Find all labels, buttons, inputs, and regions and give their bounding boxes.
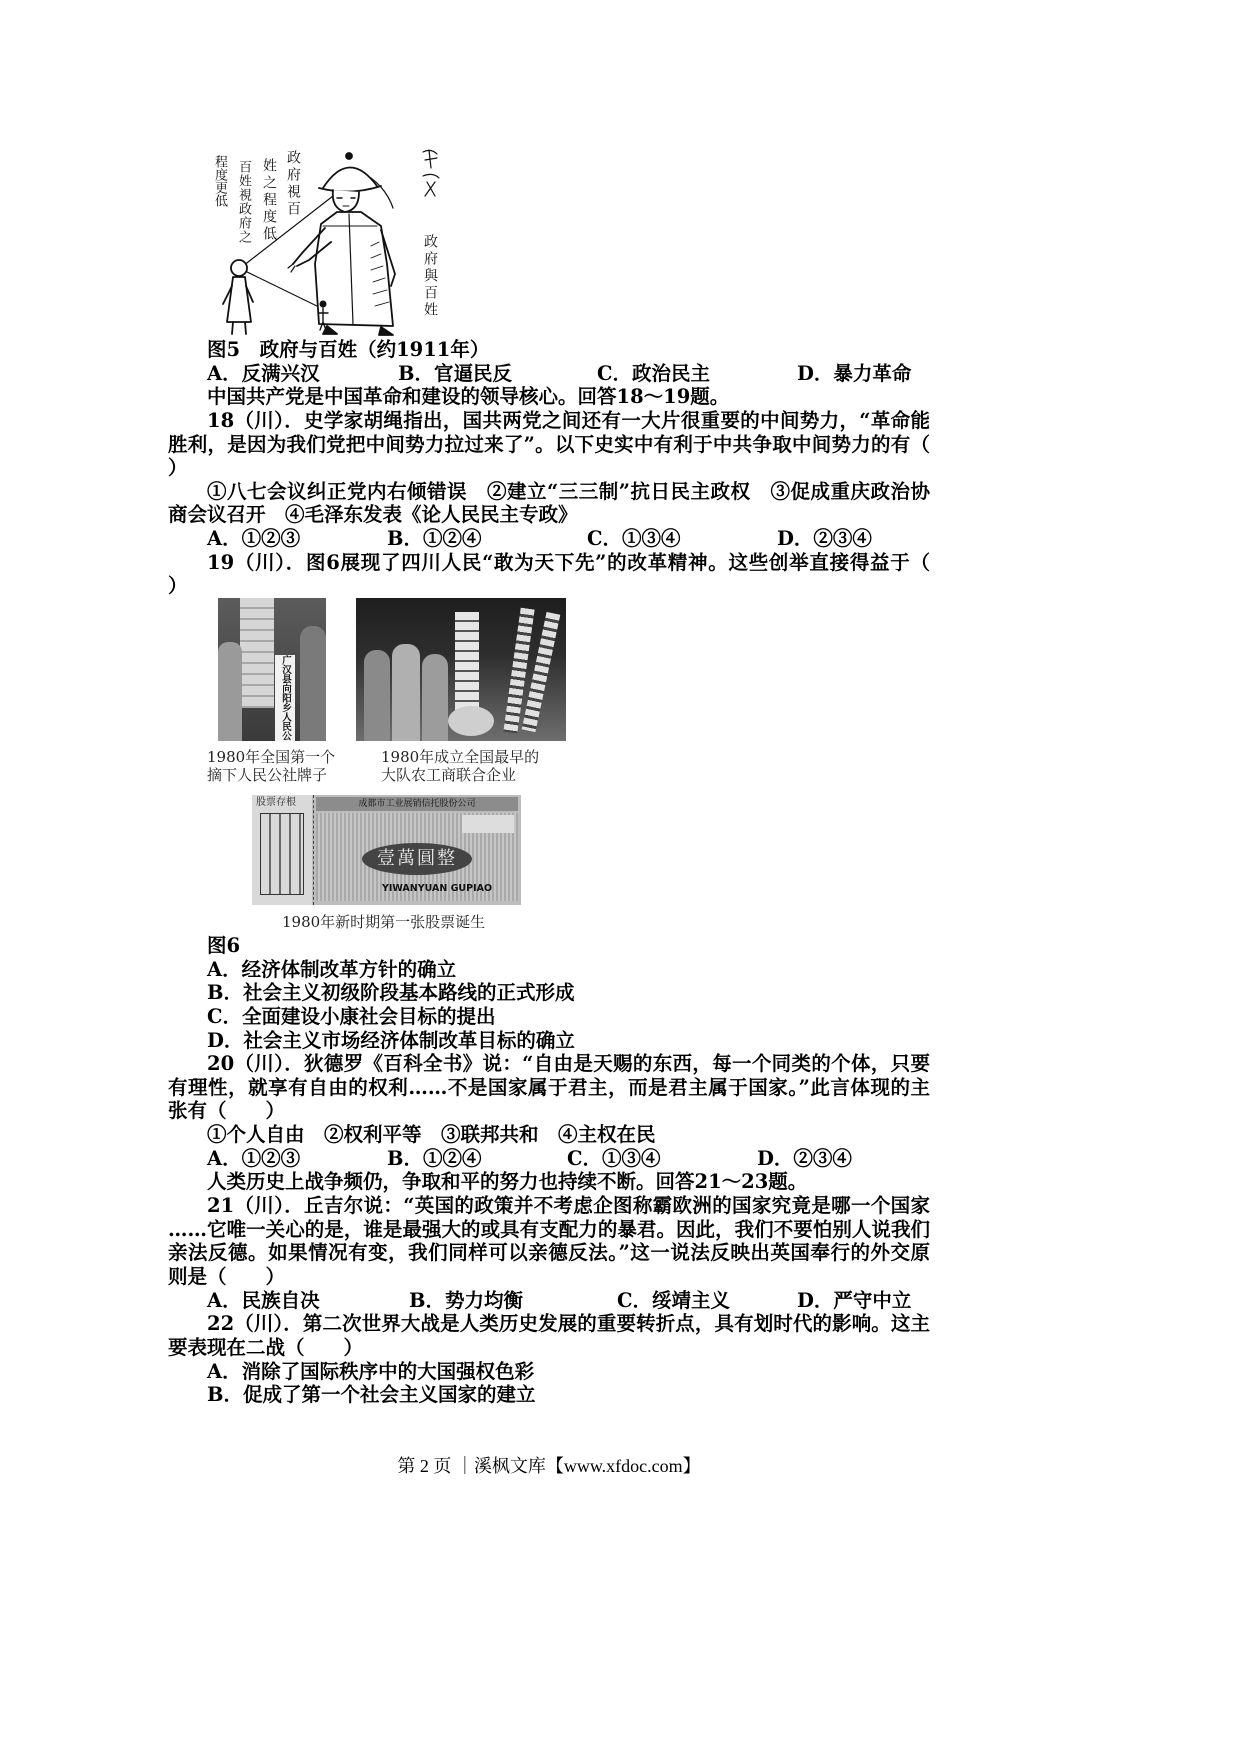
- q19-option-d: D．社会主义市场经济体制改革目标的确立: [207, 1028, 575, 1052]
- q19-stem-line-1: 19（川）．图6展现了四川人民“敢为天下先”的改革精神。这些创举直接得益于（: [207, 550, 930, 574]
- figure-5-caption: 图5 政府与百姓（约1911年）: [207, 338, 490, 361]
- q18-items-line-2: 商会议召开 ④毛泽东发表《论人民民主专政》: [168, 503, 578, 527]
- q20-option-b: B．①②④: [387, 1146, 482, 1170]
- q18-items-line-1: ①八七会议纠正党内右倾错误 ②建立“三三制”抗日民主政权 ③促成重庆政治协: [207, 479, 930, 503]
- photo-stock-certificate: [252, 795, 521, 905]
- q20-options: [168, 1147, 930, 1171]
- q19-stem-line-2: ）: [168, 574, 188, 598]
- q22-stem-line-2: 要表现在二战（ ）: [168, 1335, 364, 1359]
- q18-stem-line-3: ）: [168, 456, 188, 480]
- q18-option-c: C．①③④: [587, 527, 681, 551]
- page-footer: 第 2 页 ｜溪枫文库【www.xfdoc.com】: [397, 1456, 701, 1476]
- q18-options: [168, 527, 930, 551]
- commune-sign-text: 广汉县向阳乡人民公: [280, 655, 291, 741]
- q18-option-b: B．①②④: [387, 527, 482, 551]
- crowd-person-3: [422, 654, 448, 741]
- photo-1-caption-line-1: 1980年全国第一个: [207, 748, 336, 766]
- stock-amount: 壹萬圓整: [362, 843, 472, 875]
- q19-option-a: A．经济体制改革方针的确立: [207, 957, 457, 981]
- q19-option-b: B．社会主义初级阶段基本路线的正式形成: [207, 981, 575, 1005]
- photo-2-caption-line-1: 1980年成立全国最早的: [381, 748, 540, 766]
- figure-6-label: 图6: [207, 934, 241, 957]
- q18-stem-line-2: 胜利，是因为我们党把中间势力拉过来了”。以下史实中有利于中共争取中间势力的有（: [168, 432, 930, 456]
- person-left: [218, 642, 242, 741]
- text-block-2: [168, 934, 930, 1407]
- cartoon-text-column-3: 百姓視政府之: [236, 160, 251, 244]
- q20-items: ①个人自由 ②权利平等 ③联邦共和 ④主权在民: [207, 1123, 656, 1147]
- q20-option-c: C．①③④: [567, 1146, 661, 1170]
- q19-option-c: C．全面建设小康社会目标的提出: [207, 1004, 496, 1028]
- commune-sign: [275, 655, 295, 741]
- q17-option-b: B．官逼民反: [398, 361, 512, 385]
- photo-2-caption-line-2: 大队农工商联合企业: [381, 766, 517, 784]
- cartoon-text-column-2: 姓之程度低: [261, 158, 277, 243]
- perforation-line: [313, 795, 314, 905]
- q20-option-d: D．②③④: [757, 1146, 852, 1170]
- person-right: [300, 626, 326, 741]
- q20-stem-line-3: 张有（ ）: [168, 1099, 286, 1123]
- photo-commune-sign: [218, 598, 326, 741]
- text-block-1: [168, 338, 930, 598]
- photo-1-caption-line-2: 摘下人民公社牌子: [207, 766, 328, 784]
- stock-stub-box: [260, 813, 304, 895]
- stock-number-box: [462, 815, 514, 833]
- stock-stub: [252, 795, 312, 905]
- q21-stem-line-3: 亲法反德。如果情况有变，我们同样可以亲德反法。”这一说法反映出英国奉行的外交原: [168, 1241, 930, 1265]
- stock-issuer: 成都市工业展销信托股份公司: [316, 797, 518, 811]
- q18-option-d: D．②③④: [777, 527, 872, 551]
- photo-enterprise-founding: [356, 598, 566, 741]
- intro-18-19: 中国共产党是中国革命和建设的领导核心。回答18～19题。: [207, 385, 730, 409]
- cartoon-text-column-1: 政府視百: [285, 150, 301, 218]
- large-board: [240, 598, 274, 708]
- q17-options: [168, 362, 930, 386]
- q21-stem-line-2: ……它唯一关心的是，谁是最强大的或具有支配力的暴君。因此，我们不要怕别人说我们: [168, 1217, 930, 1241]
- q21-stem-line-1: 21（川）．丘吉尔说：“英国的政策并不考虑企图称霸欧洲的国家究竟是哪一个国家: [207, 1194, 930, 1218]
- q17-option-d: D．暴力革命: [797, 361, 912, 385]
- intro-21-23: 人类历史上战争频仍，争取和平的努力也持续不断。回答21～23题。: [207, 1170, 808, 1194]
- cartoon-title: 政府與百姓: [422, 234, 438, 319]
- figure-5-cartoon: [205, 146, 450, 340]
- flower-wreath: [448, 706, 494, 736]
- q18-stem-line-1: 18（川）．史学家胡绳指出，国共两党之间还有一大片很重要的中间势力，“革命能: [207, 408, 930, 432]
- q20-option-a: A．①②③: [207, 1146, 301, 1170]
- q21-option-d: D．严守中立: [797, 1288, 912, 1312]
- q18-option-a: A．①②③: [207, 527, 301, 551]
- cartoon-text-column-4: 程度更低: [212, 155, 227, 207]
- q21-options: [168, 1289, 930, 1313]
- q22-option-a: A．消除了国际秩序中的大国强权色彩: [207, 1359, 535, 1383]
- crowd-person-2: [392, 644, 420, 741]
- enterprise-sign: [455, 612, 479, 720]
- stock-stub-label: 股票存根: [256, 797, 296, 808]
- q20-stem-line-1: 20（川）．狄德罗《百科全书》说：“自由是天赐的东西，每一个同类的个体，只要: [207, 1052, 930, 1076]
- q20-stem-line-2: 有理性，就享有自由的权利……不是国家属于君主，而是君主属于国家。”此言体现的主: [168, 1075, 930, 1099]
- q21-option-b: B．势力均衡: [409, 1288, 523, 1312]
- q21-stem-line-4: 则是（ ）: [168, 1264, 286, 1288]
- q21-option-a: A．民族自决: [207, 1288, 320, 1312]
- stock-pinyin: YIWANYUAN GUPIAO: [381, 883, 493, 894]
- q17-option-a: A．反满兴汉: [207, 361, 320, 385]
- crowd-person-1: [364, 650, 390, 741]
- q22-option-b: B．促成了第一个社会主义国家的建立: [207, 1383, 536, 1407]
- q17-option-c: C．政治民主: [597, 361, 711, 385]
- stock-caption: 1980年新时期第一张股票诞生: [282, 913, 486, 931]
- q21-option-c: C．绥靖主义: [617, 1288, 731, 1312]
- q22-stem-line-1: 22（川）．第二次世界大战是人类历史发展的重要转折点，具有划时代的影响。这主: [207, 1312, 930, 1336]
